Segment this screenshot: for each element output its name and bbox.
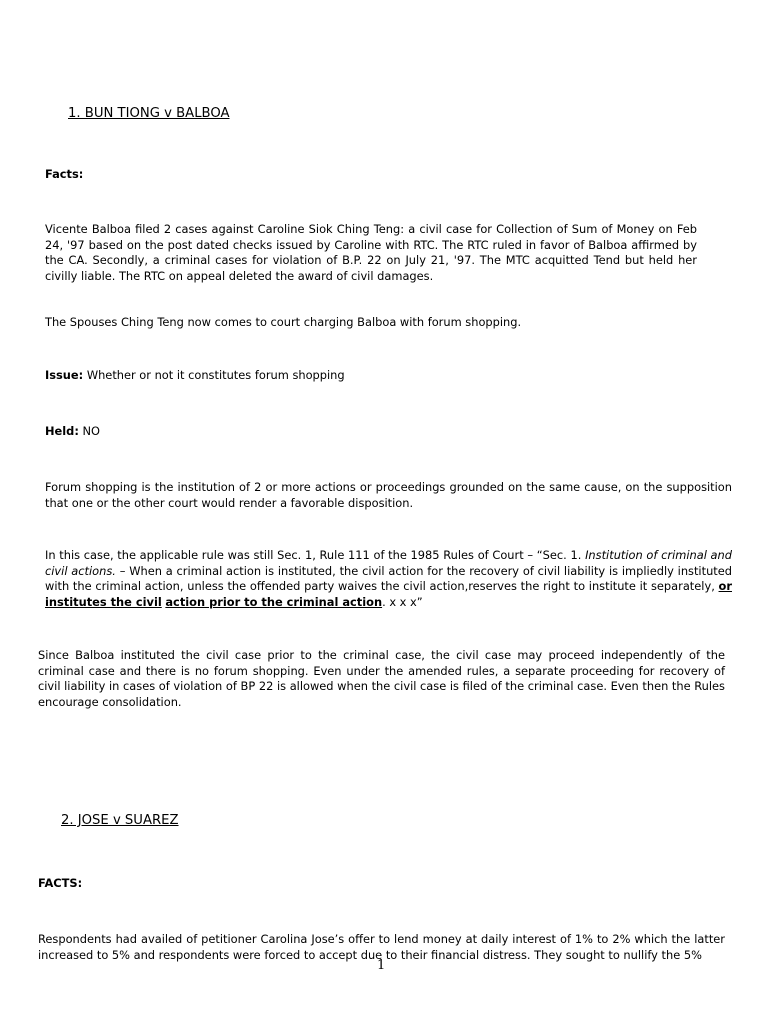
case-1-held-line	[45, 424, 697, 440]
case-2-title: 2. JOSE v SUAREZ	[61, 813, 179, 828]
case-1-conclusion-paragraph: Since Balboa instituted the civil case prior to the criminal case, the civil case may proceed independently of the criminal case and there is no forum shopping. Even under the amended rules, a separate proceeding for recovery of civil liability in cases of violation of BP 22 is allowed when the civil case is filed of the criminal case. Even then the Rules encourage consolidation.	[38, 648, 725, 709]
case-1-rule-italic: Institution of criminal and civil actions.	[45, 548, 732, 578]
case-1-issue-text: Whether or not it constitutes forum shopping	[83, 368, 345, 382]
case-1-held-label: Held:	[45, 424, 79, 438]
page-number: 1	[377, 958, 386, 973]
case-1-forum-shopping-paragraph: Forum shopping is the institution of 2 or more actions or proceedings grounded on the same cause, on the supposition that one or the other court would render a favorable disposition.	[45, 480, 732, 510]
case-1-issue-line	[45, 368, 697, 384]
case-1-title: 1. BUN TIONG v BALBOA	[68, 106, 230, 121]
case-1-spouses-paragraph: The Spouses Ching Teng now comes to court charging Balboa with forum shopping.	[45, 315, 522, 329]
case-1-rule-intro: In this case, the applicable rule was still Sec. 1, Rule 111 of the 1985 Rules of Court – “Sec. 1.	[45, 548, 586, 562]
case-2-facts-paragraph: Respondents had availed of petitioner Carolina Jose’s offer to lend money at daily interest of 1% to 2% which the latter increased to 5% and respondents were forced to accept due to their financial distress. They sought to nullify the 5%	[38, 932, 725, 962]
case-1-rule-body: – When a criminal action is instituted, the civil action for the recovery of civil liability is impliedly instituted with the criminal action, unless the offended party waives the civil action,reserves the right to institute it separately,	[45, 563, 732, 593]
case-1-rule-emphasis-2: action prior to the criminal action	[165, 594, 383, 609]
case-1-issue-label: Issue:	[45, 368, 84, 382]
case-1-facts-label: Facts:	[45, 167, 84, 181]
case-2-facts-label: FACTS:	[38, 876, 83, 890]
case-1-facts-paragraph: Vicente Balboa filed 2 cases against Caroline Siok Ching Teng: a civil case for Collection of Sum of Money on Feb 24, '97 based on the post dated checks issued by Caroline with RTC. The RTC ruled in favor of Balboa affirmed by the CA. Secondly, a criminal cases for violation of B.P. 22 on July 21, '97. The MTC acquitted Tend but held her civilly liable. The RTC on appeal deleted the award of civil damages.	[45, 222, 697, 283]
case-1-rule-end: . x x x”	[382, 594, 423, 609]
case-1-held-text: NO	[78, 424, 100, 438]
case-1-rule-paragraph	[45, 548, 732, 610]
case-1-rule-emphasis-1: or institutes the civil	[45, 579, 732, 609]
